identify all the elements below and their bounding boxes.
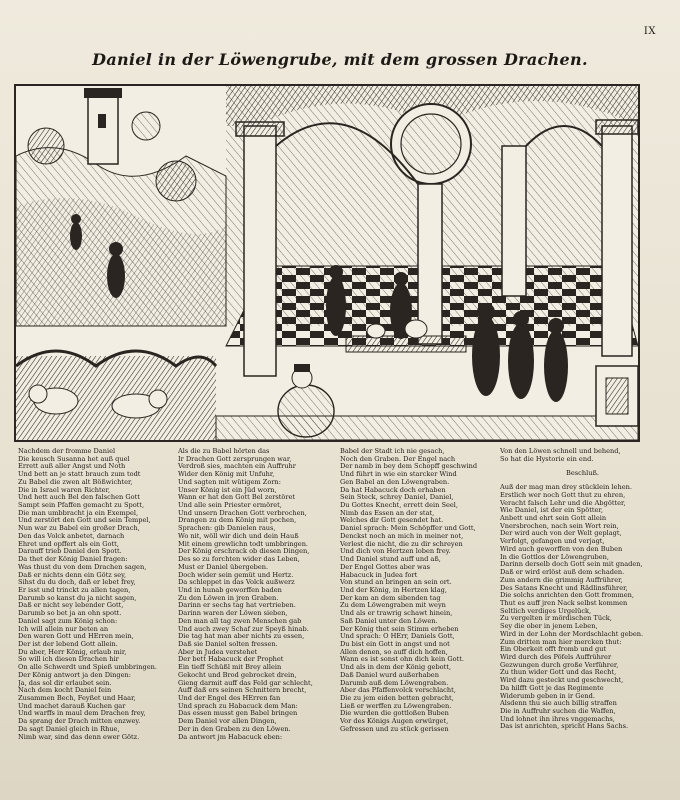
verse-line: Und unsern Drachen Gott verbrochen,	[178, 509, 307, 517]
verse-line: Darumb auß dem Löwengraben.	[340, 679, 449, 687]
verse-line: Von stund an bringen an sein ort.	[340, 579, 452, 587]
verse-line: Sihst du du doch, daß er lebet frey,	[18, 579, 136, 587]
verse-line: Saß Daniel unter den Löwen.	[340, 617, 438, 625]
verse-line: Der König antwort ja den Dingen:	[18, 671, 131, 679]
verse-line: Ja, das sol dir erlaubet sein.	[18, 679, 112, 687]
verse-line: Sey die ober in jenem Leben,	[500, 623, 598, 631]
verse-line: Daß sie Daniel solten fressen.	[178, 640, 278, 648]
verse-line: Nimb war, sind das denn ewer Götz.	[18, 733, 140, 741]
verse-line: Daß Daniel wurd außerhaben	[340, 671, 439, 679]
verse-line: So will ich diesen Drachen hir	[18, 656, 119, 664]
verse-line: Ließ er werffen zu Löwengraben.	[340, 702, 452, 710]
verse-line: Ir Drachen Gott zersprungen war,	[178, 455, 292, 463]
verse-line: Die in Israel waren Richter,	[18, 486, 111, 494]
verse-line: Und machet darauß Kuchen gar	[18, 702, 126, 710]
verse-line: Und sprach: O HErr, Daniels Gott,	[340, 633, 455, 641]
verse-line: Und hett auch Bel den falschen Gott	[18, 494, 140, 502]
verse-line: Und sprach zu Habacuck dem Man:	[178, 702, 298, 710]
verse-line: Gefressen und zu stück gerissen	[340, 725, 449, 733]
verse-line: Daß er nichts denn ein Götz sey,	[18, 571, 127, 579]
verse-line: Darinn derselb doch Gott sein mit gnaden,	[500, 561, 643, 569]
verse-line: Gezwungen durch große Verführer,	[500, 661, 619, 669]
text-column-4	[500, 448, 665, 731]
table	[346, 336, 466, 352]
verse-line: Aber das Pfaffenvolck verschlacht,	[340, 687, 456, 695]
verse-line: Die wurden die gottloßen Buben	[340, 710, 449, 718]
tower-battlement	[84, 88, 122, 98]
verse-line: Und lohnet ihn ihres vnggemachs,	[500, 715, 615, 723]
verse-line: Der kam an dem sibenden tag	[340, 594, 441, 602]
verse-line: Alsdenn thu sie auch billig straffen	[500, 700, 617, 708]
verse-line: Der Engel Gottes aber was	[340, 563, 431, 571]
verse-line: Und Daniel stund auff und aß,	[340, 556, 441, 564]
story-ending	[500, 448, 665, 463]
verse-line: On alle Schwerdt und Spieß umbbringen.	[18, 664, 157, 672]
verse-line: Sprachen: gib Danielen raus,	[178, 525, 276, 533]
verse-line: Zu thun wider Gott und das Recht,	[500, 669, 617, 677]
verse-line: Wann es ist sonst ohn dich kein Gott.	[340, 656, 464, 664]
verse-line: Verlest die nicht, die zu dir schreyen	[340, 540, 463, 548]
verse-line: Anbett und ehrt sein Gott allein	[500, 515, 607, 523]
verse-line: Doch wider sein gemüt und Hertz.	[178, 571, 294, 579]
verse-line: Und auch zwey Schaf zur Speyß hinab.	[178, 625, 309, 633]
woodcut-scene	[16, 86, 638, 440]
verse-line: Zu den Löwen in jren Graben.	[178, 594, 279, 602]
verse-line: Must er Daniel übergeben.	[178, 563, 269, 571]
verse-line: Und sagten mit wütigem Zorn:	[178, 478, 281, 486]
verse-line: Wird dazu gesteckt und geschwecht,	[500, 677, 624, 685]
verse-line: Die keusch Susanna het auß quel	[18, 455, 130, 463]
verse-line: Nach dem kocht Daniel fein	[18, 687, 112, 695]
verse-line: Allen denen, so auff dich hoffen,	[340, 648, 448, 656]
verse-line: Babel der Stadt ich nie gesach,	[340, 448, 445, 455]
verse-line: Wider den König mit Unfuhr,	[178, 471, 275, 479]
verse-line: Und führt in wie ein starcker Wind	[340, 471, 457, 479]
verse-line: Du Gottes Knecht, errett dein Seel,	[340, 502, 459, 510]
verse-line: Errett auß aller Angst und Noth	[18, 463, 126, 471]
verse-line: So hat die Hystorie ein end.	[500, 455, 594, 463]
verse-line: Nimb das Essen an der stat,	[340, 509, 435, 517]
verse-line: Gieng darmit auff das Feld gar schlecht,	[178, 679, 313, 687]
verse-line: Der namb in bey dem Schopff geschwind	[340, 463, 478, 471]
page-title: Daniel in der Löwengrube, mit dem grossen Drachen.	[92, 50, 588, 69]
verse-line: Zu vergelten ir mördischen Tück,	[500, 615, 612, 623]
verse-line: Die zu jem eiden betten gebracht,	[340, 695, 454, 702]
verse-line: Du aber, Herr König, erlaub mir,	[18, 648, 127, 656]
verse-line: Aber in Judea verstehet	[178, 648, 258, 656]
verse-line: Ich will allein nur beten an	[18, 625, 109, 633]
verse-line: Und der König, in Hertzen klag,	[340, 586, 447, 594]
verse-line: Erstlich wer noch Gott thut zu ehren,	[500, 491, 626, 499]
verse-line: Auff daß ers seinen Schnittern brecht,	[178, 687, 307, 695]
verse-line: Daß er wird erlöst auß dem schaden.	[500, 569, 625, 577]
verse-line: Da antwort jm Habacuck eben:	[178, 733, 283, 741]
verse-line: Das ist anrichten, spricht Hans Sachs.	[500, 723, 629, 731]
verse-line: Da schleppet in das Volck außwerz	[178, 579, 295, 587]
verse-line: Das essen musst gen Babel bringen	[178, 710, 298, 718]
verse-line: Der in den Graben zu den Löwen.	[178, 725, 291, 733]
verse-line: Von den Löwen schnell und behend,	[500, 448, 621, 455]
verse-line: Verdroß sies, machten ein Auffruhr	[178, 463, 296, 471]
verse-line: Seltlich verdiges Urgelück,	[500, 607, 592, 615]
verse-line: Nachdem der fromme Daniel	[18, 448, 116, 455]
verse-line: Zu Babel die zwen alt Bößwichter,	[18, 478, 133, 486]
verse-line: Der wird auch von der Welt geplagt,	[500, 530, 622, 538]
verse-line: Da thet der König Daniel fragen:	[18, 556, 128, 564]
text-column-1	[18, 448, 168, 741]
verse-line: Als die zu Babel hörten das	[178, 448, 270, 455]
verse-line: Zu dem Löwengraben mit weyn	[340, 602, 446, 610]
verse-line: Des Satans Knecht und Rädlinsführer,	[500, 584, 628, 592]
plate-number: IX	[643, 26, 656, 37]
verse-line: Ein tieff Schüßl mit Brey allein	[178, 664, 282, 672]
verse-line: Da hilfft Gott je das Regimente	[500, 684, 604, 692]
woodcut-illustration	[14, 84, 640, 442]
verse-line: Darinn waren der Löwen sieben,	[178, 610, 288, 618]
tree	[156, 161, 196, 201]
vessel	[405, 320, 427, 338]
verse-line: Die solchs anrichten den Gott frommen,	[500, 592, 634, 600]
verse-line: Darauff trieb Daniel den Spott.	[18, 548, 122, 556]
verse-line: Widerumb geben in ir Gend.	[500, 692, 595, 700]
verse-line: Veracht falsch Lehr und die Abgötter,	[500, 499, 626, 507]
verse-line: Vor des Königs Augen erwürget,	[340, 718, 449, 726]
verse-line: Und in hunab geworffen baden	[178, 586, 282, 594]
verse-line: Die tag hat man aber nichts zu essen,	[178, 633, 305, 641]
verse-line: Und alle sein Priester ermöret,	[178, 502, 282, 510]
verse-line: Wird auch geworffen von den Buben	[500, 545, 623, 553]
verse-line: Und warffs in maul dem Drachen frey,	[18, 710, 146, 718]
verse-line: Der König thet sein Stimm erheben	[340, 625, 459, 633]
verse-line: Gen Babel an den Löwengraben.	[340, 478, 450, 486]
verse-line: Drangen zu dem König mit pochen,	[178, 517, 297, 525]
verse-line: Was thust du von dem Drachen sagen,	[18, 563, 147, 571]
verse-line: Wo nit, wöll wir dich und dein Hauß	[178, 532, 299, 540]
verse-line: Den man all tag zwen Menschen gab	[178, 617, 302, 625]
verse-line: Und bett an je statt brauch zum todt	[18, 471, 141, 479]
verse-line: Der bett Habacuck der Prophet	[178, 656, 284, 664]
verse-line: Gekocht und Brod gebrocket drein,	[178, 671, 297, 679]
verse-line: Sampt sein Pfaffen gemacht zu Spott,	[18, 502, 145, 510]
verse-line: Wird durch des Pöfels Auffrührer	[500, 653, 612, 661]
poem-text	[18, 448, 662, 792]
verse-line: Des so zu forchten wider das Leben,	[178, 556, 300, 564]
verse-line: Daniel sagt zum König schon:	[18, 617, 118, 625]
verse-line: Daß er nicht sey lebender Gott,	[18, 602, 124, 610]
verse-line: Sein Steck, schrey Daniel, Daniel,	[340, 494, 454, 502]
verse-line: Und als er trawrig schawt hinein,	[340, 610, 453, 618]
verse-line: Thut es auff jren Nack selbst kommen	[500, 599, 628, 607]
verse-line: Vnersbrochen, nach sein Wort rein,	[500, 522, 619, 530]
verse-line: Unser König ist ein Jüd worn,	[178, 486, 277, 494]
verse-line: Der ist der lebend Gott allein.	[18, 640, 118, 648]
text-column-2	[178, 448, 333, 741]
verse-line: Da sprang der Drach mitten enzwey.	[18, 718, 141, 726]
verse-line: Noch den Graben. Der Engel nach	[340, 455, 456, 463]
verse-line: Da sagt Daniel gleich in Rhue,	[18, 725, 120, 733]
verse-line: Denckst noch an mich in meiner not,	[340, 532, 464, 540]
verse-line: Habacuck in Judea fort	[340, 571, 418, 579]
conclusion-heading: Beschluß.	[566, 469, 599, 478]
verse-line: Welches dir Gott gesendet hat.	[340, 517, 444, 525]
verse-line: Wann er hat den Gott Bel zerstöret	[178, 494, 296, 502]
verse-line: Verfolgt, gefangen und verjagt,	[500, 538, 605, 546]
verse-line: Zum andern die grimmig Auffrührer,	[500, 576, 623, 584]
tree	[132, 112, 160, 140]
verse-line: In die Gottlos der Löwengruben,	[500, 553, 609, 561]
verse-line: Du bist ein Gott in angst und not	[340, 640, 450, 648]
verse-line: Er isst und trinckt zu allen tagen,	[18, 586, 131, 594]
stone-ledge	[216, 416, 638, 440]
verse-line: Den waren Gott und HErren mein,	[18, 633, 134, 641]
verse-line: Ein Oberkeit offt fromb und gut	[500, 646, 607, 654]
verse-line: Darumb so bet ja an ohn spott.	[18, 610, 122, 618]
verse-line: Darumb so kanst du ja nicht sagen,	[18, 594, 137, 602]
verse-line: Und der Engel des HErren fan	[178, 695, 281, 702]
verse-line: Die man umbbracht ja ein Exempel,	[18, 509, 139, 517]
verse-line: Den das Volck anbetet, darnach	[18, 532, 125, 540]
verse-line: Daniel sprach: Mein Schöpffer und Gott,	[340, 525, 476, 533]
verse-line: Und dich von Hertzen loben frey.	[340, 548, 451, 556]
tower	[88, 94, 118, 164]
verse-line: Wird in der Lohn der Mordschlacht geben.	[500, 630, 644, 638]
verse-line: Der König erschrack ob diesen Dingen,	[178, 548, 310, 556]
verse-line: Mit einem grewlichn todt umbbringen.	[178, 540, 309, 548]
verse-line: Zum dritten man hier mercken thut:	[500, 638, 622, 646]
verse-line: Und zerstört den Gott und sein Tempel,	[18, 517, 151, 525]
verse-line: Da hat Habacuck doch erhaben	[340, 486, 446, 494]
verse-line: Zusammen Bech, Feyßet und Haar,	[18, 695, 136, 702]
verse-line: Die in Auffruhr suchen die Waffen,	[500, 708, 616, 715]
verse-line: Ehret und opffert als ein Gott,	[18, 540, 119, 548]
text-column-3	[340, 448, 490, 734]
verse-line: Wie Daniel, ist der ein Spötter,	[500, 507, 603, 515]
tree	[28, 128, 64, 164]
verse-line: Darinn er sechs tag hat vertrieben.	[178, 602, 296, 610]
verse-line: Auß der mag man drey stücklein lehen.	[500, 484, 632, 492]
verse-line: Dem Daniel vor allen Dingen,	[178, 718, 277, 726]
verse-line: Und als in dem der König gebott,	[340, 664, 452, 672]
conclusion-verses	[500, 484, 665, 731]
verse-line: Nun war zu Babel ein großer Drach,	[18, 525, 140, 533]
vessel	[367, 324, 385, 338]
